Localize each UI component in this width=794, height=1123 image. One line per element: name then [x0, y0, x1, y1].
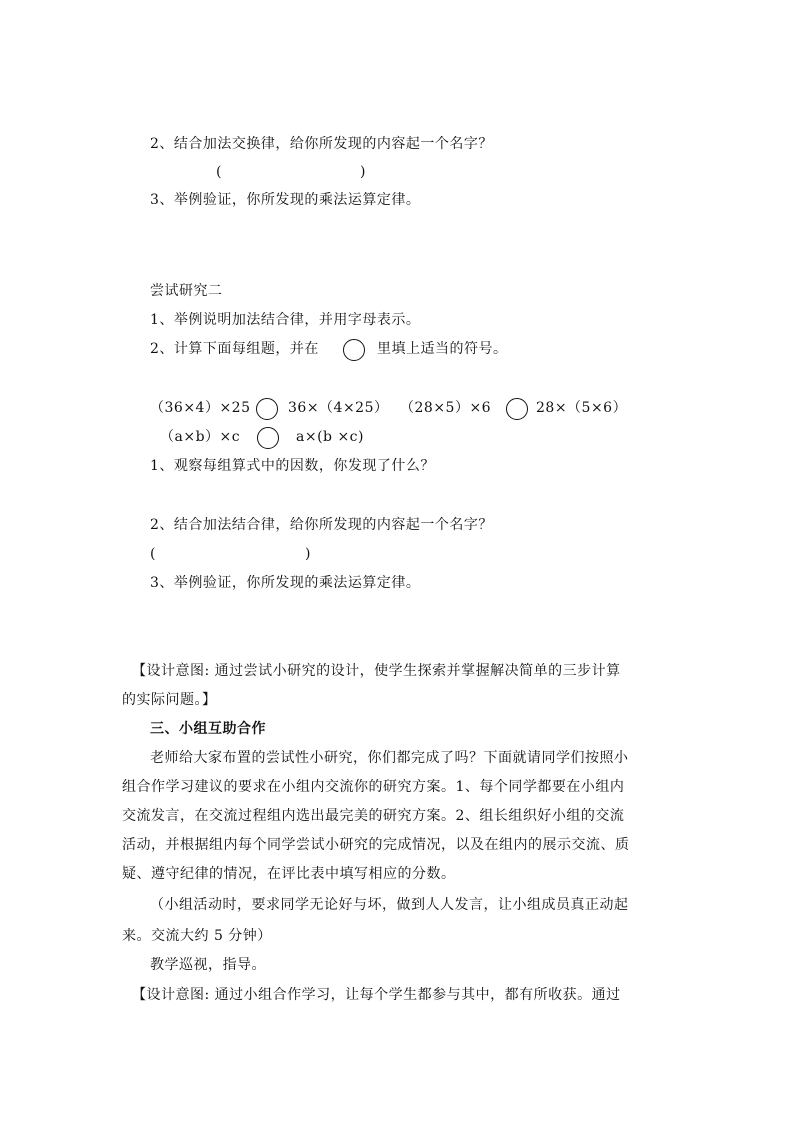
paragraph-line-5: 疑、遵守纪律的情况，在评比表中填写相应的分数。	[122, 866, 456, 882]
paragraph-line-1: 老师给大家布置的尝试性小研究，你们都完成了吗？下面就请同学们按照小	[150, 750, 629, 766]
research-two-heading: 尝试研究二	[150, 283, 223, 299]
answer-paren-close: )	[360, 164, 366, 180]
design-intent-1-line-1: 【设计意图: 通过尝试小研究的设计，使学生探索并掌握解决简单的三步计算	[132, 663, 621, 679]
expr-2-right: 28×（5×6）	[536, 400, 628, 416]
naming-question-2: 2、结合加法结合律，给你所发现的内容起一个名字？	[150, 517, 493, 533]
section-3-heading: 三、小组互助合作	[150, 721, 266, 737]
question-3-verify: 3、举例验证，你所发现的乘法运算定律。	[150, 192, 421, 208]
note-line-2: 来。交流大约 5 分钟）	[122, 928, 272, 944]
compare-circle-3	[257, 427, 279, 449]
verify-question-2: 3、举例验证，你所发现的乘法运算定律。	[150, 575, 421, 591]
compare-circle-2	[506, 398, 528, 420]
expr-1-right: 36×（4×25）	[288, 400, 389, 416]
answer-paren-close-2: )	[305, 546, 311, 562]
paragraph-line-3: 交流发言，在交流过程组内选出最完美的研究方案。2、组长组织好小组的交流	[122, 808, 625, 824]
answer-paren-open-2: (	[150, 546, 156, 562]
research-two-item-1: 1、举例说明加法结合律，并用字母表示。	[150, 312, 421, 328]
paragraph-line-2: 组合作学习建议的要求在小组内交流你的研究方案。1、每个同学都要在小组内	[122, 779, 625, 795]
expr-3-right: a×(b ×c)	[296, 429, 364, 445]
design-intent-2: 【设计意图: 通过小组合作学习，让每个学生都参与其中，都有所收获。通过	[132, 987, 621, 1003]
paragraph-line-4: 活动，并根据组内每个同学尝试小研究的完成情况，以及在组内的展示交流、质	[122, 837, 630, 853]
question-2-naming: 2、结合加法交换律，给你所发现的内容起一个名字？	[150, 136, 493, 152]
symbol-circle	[343, 339, 365, 361]
expr-2-left: （28×5）×6	[400, 400, 492, 416]
expr-3-left: （a×b）×c	[160, 429, 241, 445]
design-intent-1-line-2: 的实际问题。】	[122, 692, 217, 708]
research-two-item-2-before: 2、计算下面每组题，并在	[150, 341, 319, 357]
note-line-1: （小组活动时，要求同学无论好与坏，做到人人发言，让小组成员真正动起	[150, 897, 629, 913]
research-two-item-2-after: 里填上适当的符号。	[377, 341, 508, 357]
compare-circle-1	[256, 398, 278, 420]
expr-1-left: （36×4）×25	[150, 400, 251, 416]
patrol-line: 教学巡视，指导。	[150, 957, 266, 973]
answer-paren-open: (	[216, 164, 222, 180]
observe-question: 1、观察每组算式中的因数，你发现了什么？	[150, 458, 435, 474]
